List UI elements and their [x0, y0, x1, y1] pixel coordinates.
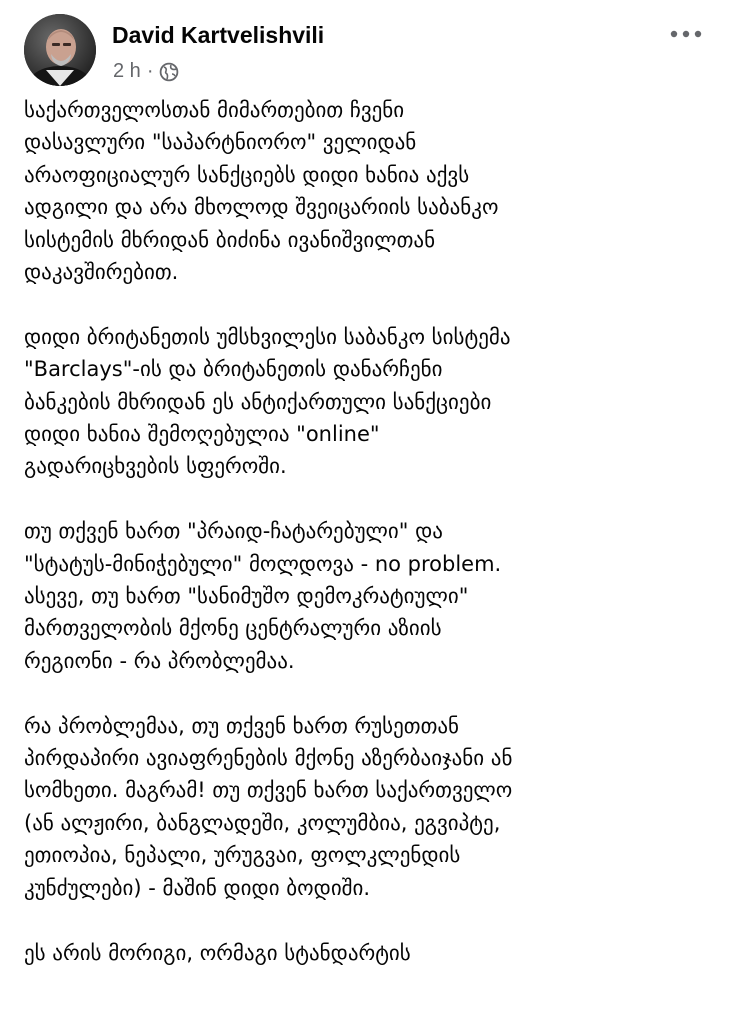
text-line: ასევე, თუ ხართ "სანიმუშო დემოკრატიული": [24, 584, 469, 609]
text-line: "სტატუს-მინიჭებული" მოლდოვა - no problem.: [24, 551, 502, 576]
post-meta: [113, 60, 179, 83]
text-line: გადარიცხვების სფეროში.: [24, 454, 287, 479]
text-line: დიდი ბრიტანეთის უმსხვილესი საბანკო სისტემა: [24, 324, 511, 349]
text-line: ეთიოპია, ნეპალი, ურუგვაი, ფოლკლენდის: [24, 843, 461, 868]
globe-icon[interactable]: [159, 62, 179, 82]
text-line: დიდი ხანია შემოღებულია "online": [24, 422, 380, 447]
text-line: ეს არის მორიგი, ორმაგი სტანდარტის: [24, 940, 411, 965]
text-line: თუ თქვენ ხართ "პრაიდ-ჩატარებული" და: [24, 519, 443, 544]
paragraph-2: [24, 321, 714, 483]
more-options-icon[interactable]: [668, 24, 704, 44]
text-line: სისტემის მხრიდან ბიძინა ივანიშვილთან: [24, 227, 436, 252]
text-line: დაკავშირებით.: [24, 260, 179, 285]
text-line: ბანკების მხრიდან ეს ანტიქართული სანქციები: [24, 389, 492, 414]
text-line: რა პრობლემაა, თუ თქვენ ხართ რუსეთთან: [24, 713, 460, 738]
paragraph-1: [24, 94, 714, 288]
paragraph-4: [24, 710, 714, 904]
text-line: ადგილი და არა მხოლოდ შვეიცარიის საბანკო: [24, 195, 499, 220]
text-line: (ან ალჟირი, ბანგლადეში, კოლუმბია, ეგვიპტე,: [24, 810, 501, 835]
text-line: პირდაპირი ავიაფრენების მქონე აზერბაიჯანი ან: [24, 746, 513, 771]
text-line: დასავლური "საპარტნიორო" ველიდან: [24, 130, 417, 155]
avatar[interactable]: [24, 14, 96, 86]
text-line: სომხეთი. მაგრამ! თუ თქვენ ხართ საქართველო: [24, 778, 513, 803]
text-line: კუნძულები) - მაშინ დიდი ბოდიში.: [24, 875, 371, 900]
text-line: "Barclays"-ის და ბრიტანეთის დანარჩენი: [24, 357, 443, 382]
text-line: საქართველოსთან მიმართებით ჩვენი: [24, 98, 405, 122]
profile-photo: [24, 14, 96, 86]
paragraph-3: [24, 515, 714, 677]
post-timestamp[interactable]: 2 h: [113, 60, 141, 82]
paragraph-5: [24, 937, 714, 969]
meta-separator: ·: [146, 60, 154, 82]
author-name[interactable]: David Kartvelishvili: [112, 22, 325, 48]
post-text: [24, 94, 714, 1001]
text-line: რეგიონი - რა პრობლემაა.: [24, 648, 295, 673]
text-line: არაოფიციალურ სანქციებს დიდი ხანია აქვს: [24, 162, 470, 187]
text-line: მართველობის მქონე ცენტრალური აზიის: [24, 616, 442, 641]
